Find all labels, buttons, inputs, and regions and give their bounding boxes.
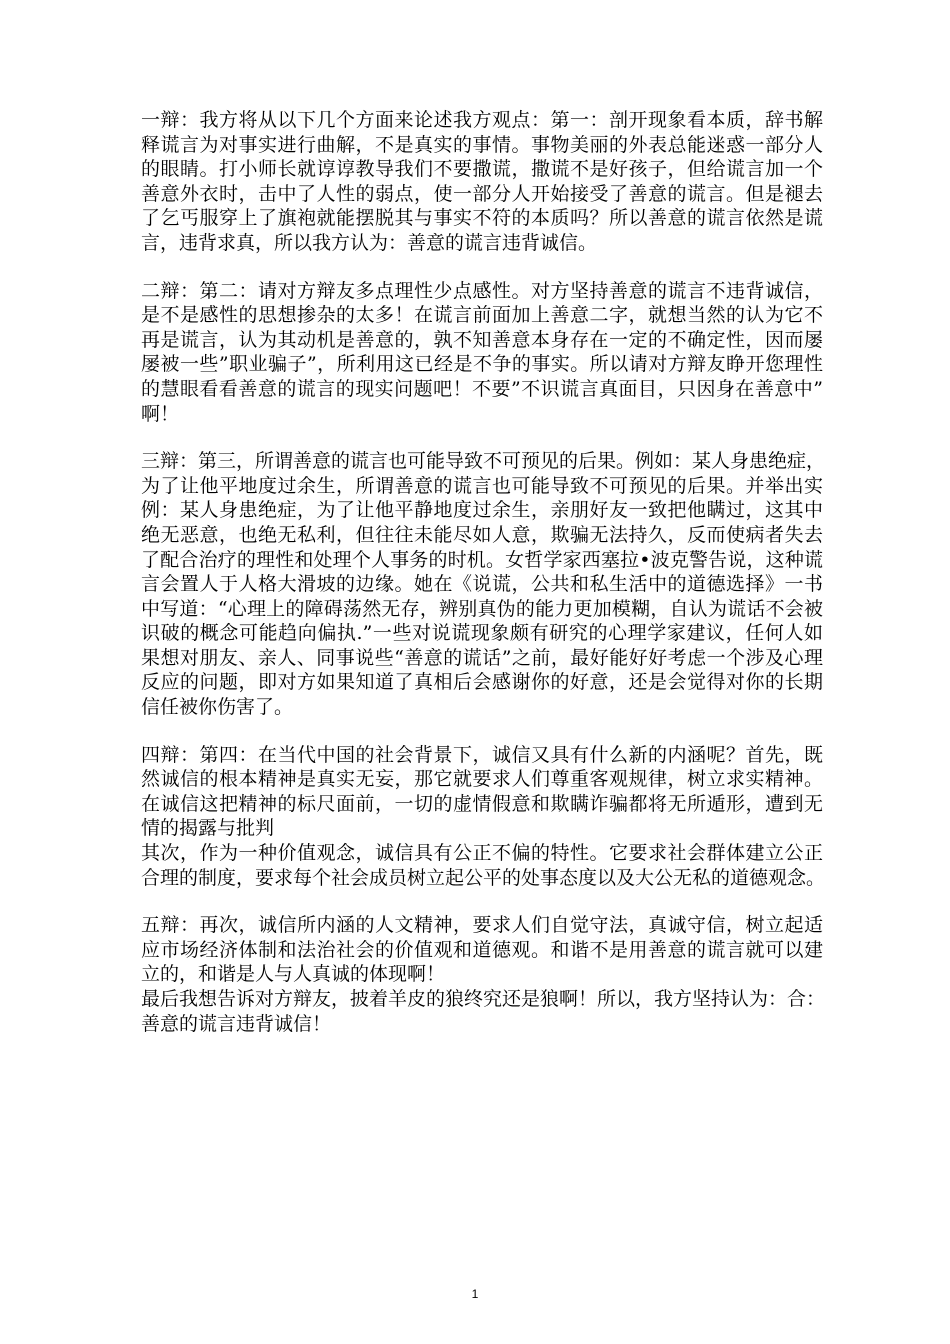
- text-line: 合理的制度，要求每个社会成员树立起公平的处事态度以及大公无私的道德观念。: [141, 866, 826, 889]
- text-line: 为了让他平地度过余生，所谓善意的谎言也可能导致不可预见的后果。并举出实: [141, 474, 823, 497]
- paragraph-fourth-debater: [141, 743, 826, 891]
- text-line: 二辩：第二：请对方辩友多点理性少点感性。对方坚持善意的谎言不违背诚信，: [141, 279, 823, 302]
- text-line: 最后我想告诉对方辩友，披着羊皮的狼终究还是狼啊！所以，我方坚持认为：合：: [141, 988, 826, 1010]
- text-line: 屡被一些”职业骗子”，所利用这已经是不争的事实。所以请对方辩友睁开您理性: [141, 353, 823, 376]
- text-line: 中写道：“心理上的障碍荡然无存，辨别真伪的能力更加模糊，自认为谎话不会被: [141, 597, 823, 620]
- text-line: 应市场经济体制和法治社会的价值观和道德观。和谐不是用善意的谎言就可以建: [141, 938, 823, 961]
- paragraph-third-debater: [141, 449, 826, 720]
- page-number: 1: [471, 1287, 479, 1301]
- text-line: 然诚信的根本精神是真实无妄，那它就要求人们尊重客观规律，树立求实精神。: [141, 768, 823, 791]
- text-line: 言，违背求真，所以我方认为：善意的谎言违背诚信。: [141, 231, 598, 254]
- document-page: [141, 108, 826, 1059]
- text-line: 是不是感性的思想掺杂的太多！在谎言前面加上善意二字，就想当然的认为它不: [141, 304, 823, 327]
- text-line: 三辩：第三，所谓善意的谎言也可能导致不可预见的后果。例如：某人身患绝症，: [141, 450, 826, 473]
- paragraph-fifth-debater: [141, 913, 826, 1036]
- text-line: 其次，作为一种价值观念，诚信具有公正不偏的特性。它要求社会群体建立公正: [141, 842, 823, 865]
- text-line: 啊！: [141, 402, 180, 425]
- text-line: 释谎言为对事实进行曲解，不是真实的事情。事物美丽的外表总能迷惑一部分人: [141, 133, 823, 156]
- text-line: 绝无恶意，也绝无私利，但往往未能尽如人意，欺骗无法持久，反而使病者失去: [141, 523, 823, 546]
- text-line: 五辩：再次，诚信所内涵的人文精神，要求人们自觉守法，真诚守信，树立起适: [141, 914, 823, 937]
- text-line: 果想对朋友、亲人、同事说些“善意的谎话”之前，最好能好好考虑一个涉及心理: [141, 646, 823, 669]
- text-line: 一辩：我方将从以下几个方面来论述我方观点：第一：剖开现象看本质，辞书解: [141, 109, 823, 131]
- text-line: 情的揭露与批判: [141, 817, 275, 840]
- text-line: 信任被你伤害了。: [141, 696, 294, 719]
- text-line: 识破的概念可能趋向偏执.”一些对说谎现象颇有研究的心理学家建议，任何人如: [141, 622, 823, 645]
- paragraph-second-debater: [141, 279, 823, 427]
- paragraph-first-debater: [141, 108, 823, 256]
- text-line: 的眼睛。打小师长就谆谆教导我们不要撒谎，撒谎不是好孩子，但给谎言加一个: [141, 158, 823, 181]
- text-line: 善意的谎言违背诚信！: [141, 1012, 332, 1035]
- text-line: 的慧眼看看善意的谎言的现实问题吧！不要”不识谎言真面目，只因身在善意中”: [141, 377, 823, 400]
- text-line: 四辩：第四：在当代中国的社会背景下，诚信又具有什么新的内涵呢？首先，既: [141, 743, 823, 766]
- text-line: 立的，和谐是人与人真诚的体现啊！: [141, 963, 446, 986]
- text-line: 例：某人身患绝症，为了让他平静地度过余生，亲朋好友一致把他瞒过，这其中: [141, 499, 823, 522]
- text-line: 了乞丐服穿上了旗袍就能摆脱其与事实不符的本质吗？所以善意的谎言依然是谎: [141, 207, 823, 230]
- text-line: 善意外衣时，击中了人性的弱点，使一部分人开始接受了善意的谎言。但是褪去: [141, 182, 823, 205]
- text-line: 反应的问题，即对方如果知道了真相后会感谢你的好意，还是会觉得对你的长期: [141, 671, 823, 694]
- text-line: 言会置人于人格大滑坡的边缘。她在《说谎，公共和私生活中的道德选择》一书: [141, 573, 823, 596]
- text-line: 在诚信这把精神的标尺面前，一切的虚情假意和欺瞒诈骗都将无所遁形，遭到无: [141, 792, 823, 815]
- text-line: 了配合治疗的理性和处理个人事务的时机。女哲学家西塞拉•波克警告说，这种谎: [141, 548, 823, 571]
- text-line: 再是谎言，认为其动机是善意的，孰不知善意本身存在一定的不确定性，因而屡: [141, 328, 823, 351]
